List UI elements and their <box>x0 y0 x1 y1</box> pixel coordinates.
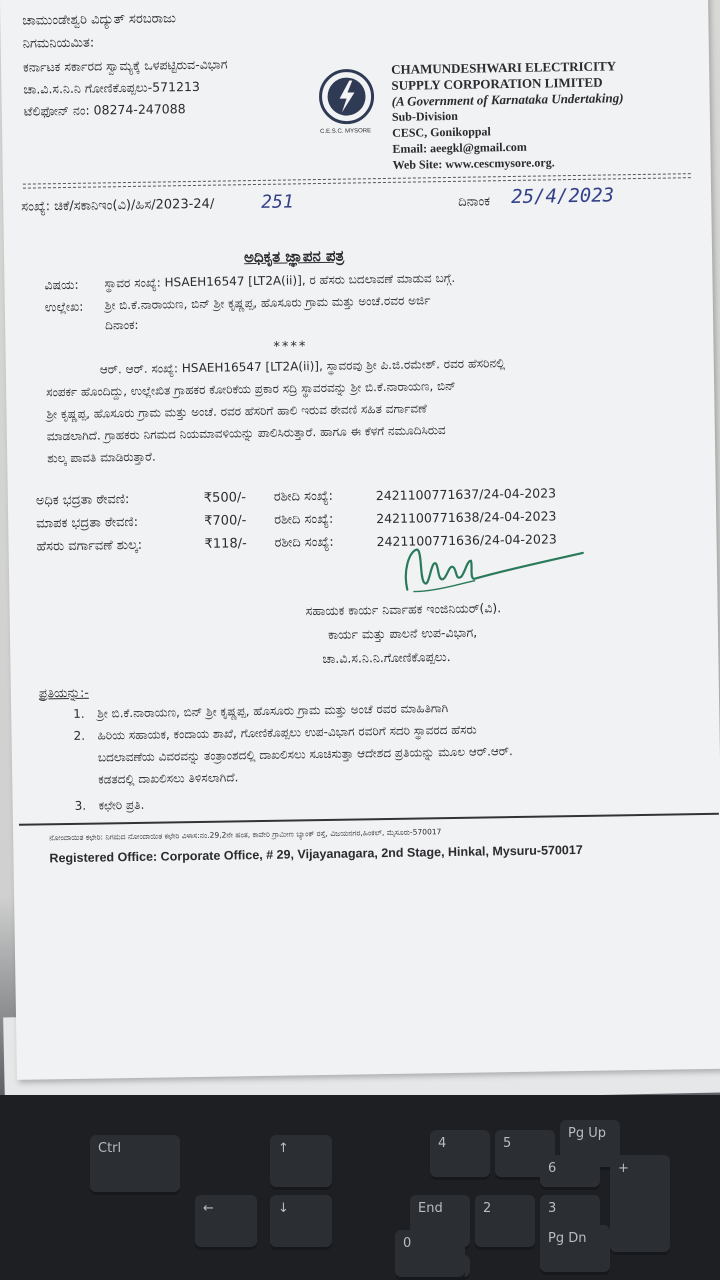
letterhead-kn-line: ಚಾ.ವಿ.ಸ.ನಿ.ನಿ ಗೋಣಿಕೊಪ್ಪಲು-571213 <box>23 78 200 97</box>
footer-divider <box>19 813 719 826</box>
signatory-line: ಕಾರ್ಯ ಮತ್ತು ಪಾಲನೆ ಉಪ-ವಿಭಾಗ, <box>327 624 478 642</box>
separator-stars: **** <box>273 339 308 355</box>
keyboard-key: 6 <box>540 1155 600 1190</box>
fee-receipt-number: 2421100771637/24-04-2023 <box>375 485 557 504</box>
keyboard-key: ← <box>195 1195 257 1250</box>
fee-receipt-number: 2421100771636/24-04-2023 <box>376 531 557 550</box>
logo-caption: C.E.S.C. MYSORE <box>320 128 372 135</box>
keyboard-key: 0 <box>395 1230 465 1280</box>
company-name-line2: SUPPLY CORPORATION LIMITED <box>391 74 603 93</box>
keyboard-key: + <box>610 1155 670 1255</box>
keyboard-key: End <box>410 1195 470 1250</box>
copy-text: ಕಛೇರಿ ಪ್ರತಿ. <box>98 797 145 813</box>
body-line: ಶುಲ್ಕ ಪಾವತಿ ಮಾಡಿರುತ್ತಾರೆ. <box>47 449 156 466</box>
keyboard-key: Pg Dn <box>540 1225 610 1275</box>
fee-label: ಹೆಸರು ವರ್ಗಾವಣೆ ಶುಲ್ಕ: <box>36 537 143 555</box>
footer-registered-office-en: Registered Office: Corporate Office, # 29, Vijayanagara, 2nd Stage, Hinkal, Mysuru-570017 <box>49 842 583 866</box>
sub-division-label: Sub-Division <box>391 108 459 124</box>
reference-number-label: ಸಂಖ್ಯೆ: ಚಿಕೆ/ಸಕಾನಿಇಂ(ವಿ)/ಹಿಸ/2023-24/ <box>21 196 215 215</box>
fee-receipt-number: 2421100771638/24-04-2023 <box>376 508 557 527</box>
letterhead-kn-line: ಕರ್ನಾಟಕ ಸರ್ಕಾರದ ಸ್ವಾಮ್ಯಕ್ಕೆ ಒಳಪಟ್ಟಿರುವ-ವಿಭಾಗ <box>22 56 228 75</box>
signatory-line: ಸಹಾಯಕ ಕಾರ್ಯ ನಿರ್ವಾಹಕ ಇಂಜಿನಿಯರ್(ವಿ). <box>305 600 502 619</box>
fee-amount: ₹500/- <box>203 490 247 506</box>
letterhead-kn-line: ಟೆಲಿಫೋನ್ ನಂ: 08274-247088 <box>23 101 186 119</box>
footer-registered-office-kn: ನೋಂದಾಯಿತ ಕಛೇರಿ: ನಿಗಮದ ನೋಂದಾಯಿತ ಕಛೇರಿ ವಿಳಾಸ:ನಂ.29,2ನೇ ಹಂತ, ಕಾವೇರಿ ಗ್ರಾಮೀಣ ಬ್ಯಾಂಕ್ ರಸ್ತೆ, ವಿಜಯನಗರ,ಹಿಂಕಲ್, ಮೈಸೂರು-570017 <box>49 827 442 843</box>
body-line: ಆರ್. ಆರ್. ಸಂಖ್ಯೆ: HSAEH16547 [LT2A(ii)], ಸ್ಥಾವರವು ಶ್ರೀ ಪಿ.ಜಿ.ರಮೇಶ್. ರವರ ಹೆಸರಿನಲ್ಲಿ <box>99 356 506 377</box>
fee-amount: ₹700/- <box>204 513 247 529</box>
website-line: Web Site: www.cescmysore.org. <box>392 155 555 172</box>
keyboard-key: Ctrl <box>90 1135 180 1195</box>
keyboard-key: 3 <box>540 1195 600 1250</box>
keyboard-key: 2 <box>475 1195 535 1250</box>
keyboard-key: 5 <box>495 1130 555 1180</box>
body-line: ಸಂಪರ್ಕ ಹೊಂದಿದ್ದು, ಉಲ್ಲೇಖಿತ ಗ್ರಾಹಕರ ಕೋರಿಕೆಯ ಪ್ರಕಾರ ಸದ್ರಿ ಸ್ಥಾವರವನ್ನು ಶ್ರೀ ಬಿ.ಕೆ.ನಾರಾಯಣ, ಬಿನ್ <box>46 378 456 400</box>
copy-text: ಶ್ರೀ ಬಿ.ಕೆ.ನಾರಾಯಣ, ಬಿನ್ ಶ್ರೀ ಕೃಷ್ಣಪ್ಪ, ಹೊಸೂರು ಗ್ರಾಮ ಮತ್ತು ಅಂಚೆ ರವರ ಮಾಹಿತಿಗಾಗಿ <box>97 701 449 721</box>
date-label: ದಿನಾಂಕ <box>458 194 491 210</box>
office-location: CESC, Gonikoppal <box>392 124 491 140</box>
keyboard-key: Pg Up <box>560 1120 620 1170</box>
letterhead-kn-line: ಚಾಮುಂಡೇಶ್ವರಿ ವಿದ್ಯುತ್ ಸರಬರಾಜು <box>22 11 177 29</box>
reference-number-handwritten: 251 <box>261 191 294 213</box>
subject-text: ಸ್ಥಾವರ ಸಂಖ್ಯೆ: HSAEH16547 [LT2A(ii)], ರ ಹೆಸರು ಬದಲಾವಣೆ ಮಾಡುವ ಬಗ್ಗೆ. <box>104 270 456 291</box>
body-line: ಮಾಡಲಾಗಿದೆ. ಗ್ರಾಹಕರು ನಿಗಮದ ನಿಯಮಾವಳಿಯನ್ನು ಪಾಲಿಸಿರುತ್ತಾರೆ. ಹಾಗೂ ಈ ಕೆಳಗೆ ನಮೂದಿಸಿರುವ <box>46 423 446 444</box>
company-undertaking: (A Government of Karnataka Undertaking) <box>391 90 624 109</box>
email-line: Email: aeegkl@gmail.com <box>392 139 527 156</box>
copy-text: ಹಿರಿಯ ಸಹಾಯಕ, ಕಂದಾಯ ಶಾಖೆ, ಗೋಣಿಕೊಪ್ಪಲು ಉಪ-ವಿಭಾಗ ರವರಿಗೆ ಸದರಿ ಸ್ಥಾವರದ ಹೆಸರು <box>97 722 477 743</box>
fee-label: ಅಧಿಕ ಭದ್ರತಾ ಠೇವಣಿ: <box>35 492 130 509</box>
copy-text: ಬದಲಾವಣೆಯ ವಿವರವನ್ನು ತಂತ್ರಾಂಶದಲ್ಲಿ ದಾಖಲಿಸಲು ಸೂಚಿಸುತ್ತಾ ಆದೇಶದ ಪ್ರತಿಯನ್ನು ಮೂಲ ಆರ್.ಆರ್. <box>97 744 513 765</box>
copy-number: 3. <box>74 798 87 813</box>
fee-label: ಮಾಪಕ ಭದ್ರತಾ ಠೇವಣಿ: <box>36 514 139 532</box>
copy-number: 1. <box>73 706 85 721</box>
fee-receipt-label: ರಶೀದಿ ಸಂಖ್ಯೆ: <box>273 488 334 505</box>
signatory-line: ಚಾ.ವಿ.ಸ.ನಿ.ನಿ.ಗೋಣಿಕೊಪ್ಪಲು. <box>322 649 451 667</box>
copy-number: 2. <box>73 728 86 743</box>
keyboard-key: ↓ <box>270 1195 332 1250</box>
keyboard <box>0 1095 720 1280</box>
letterhead-kn-line: ನಿಗಮನಿಯಮಿತ: <box>22 35 95 52</box>
reference-text: ಶ್ರೀ ಬಿ.ಕೆ.ನಾರಾಯಣ, ಬಿನ್ ಶ್ರೀ ಕೃಷ್ಣಪ್ಪ, ಹೊಸೂರು ಗ್ರಾಮ ಮತ್ತು ಅಂಚೆ.ರವರ ಅರ್ಜಿ <box>104 293 431 313</box>
body-line: ಶ್ರೀ ಕೃಷ್ಣಪ್ಪ, ಹೊಸೂರು ಗ್ರಾಮ ಮತ್ತು ಅಂಚೆ. ರವರ ಹೆಸರಿಗೆ ಹಾಲಿ ಇರುವ ಠೇವಣಿ ಸಹಿತ ವರ್ಗಾವಣೆ <box>46 401 427 422</box>
keyboard-key: 4 <box>430 1130 490 1180</box>
fee-amount: ₹118/- <box>204 536 247 552</box>
keyboard-key: ↑ <box>270 1135 332 1190</box>
date-handwritten: 25/4/2023 <box>510 184 615 208</box>
fee-receipt-label: ರಶೀದಿ ಸಂಖ್ಯೆ: <box>274 534 334 551</box>
memo-title: ಅಧಿಕೃತ ಜ್ಞಾಪನ ಪತ್ರ <box>243 246 345 267</box>
reference-label: ಉಲ್ಲೇಖ: <box>44 298 84 315</box>
subject-label: ವಿಷಯ: <box>44 276 79 293</box>
fee-receipt-label: ರಶೀದಿ ಸಂಖ್ಯೆ: <box>274 511 334 528</box>
reference-date-label: ದಿನಾಂಕ: <box>105 317 139 333</box>
copy-text: ಕಡತದಲ್ಲಿ ದಾಖಲಿಸಲು ತಿಳಿಸಲಾಗಿದೆ. <box>98 770 239 787</box>
cesc-logo <box>313 66 380 133</box>
company-name-line1: CHAMUNDESHWARI ELECTRICITY <box>391 58 617 77</box>
copies-label: ಪ್ರತಿಯನ್ನು:- <box>38 684 89 701</box>
